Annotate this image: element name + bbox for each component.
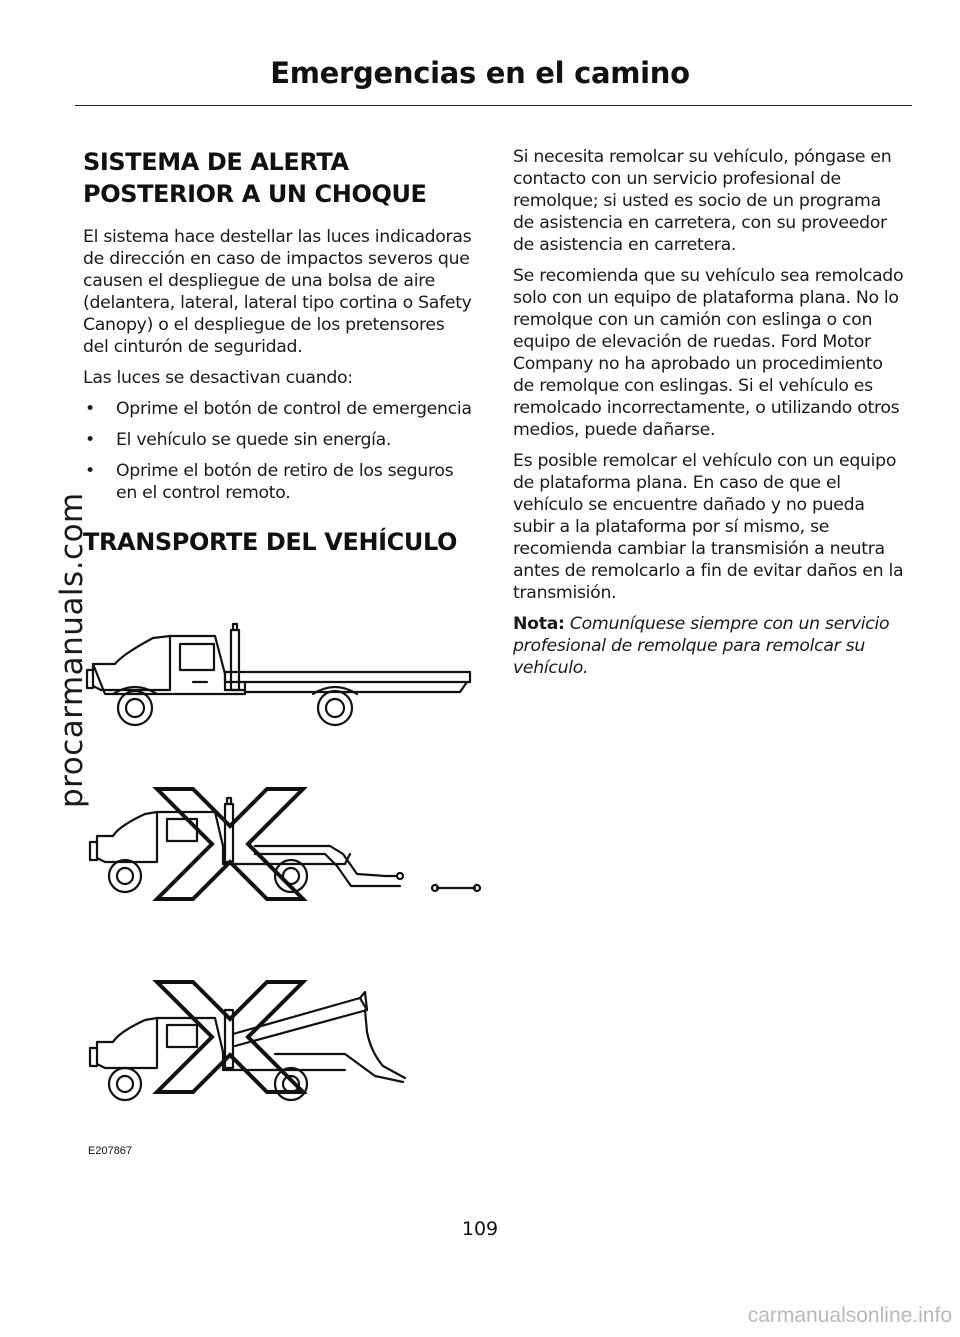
header-divider [75,105,912,106]
sling-truck-icon [90,798,480,892]
section-title: Emergencias en el camino [270,56,690,90]
note [513,613,905,679]
note-label: Nota: [513,614,565,634]
flatbed-truck-icon [87,624,470,725]
lights-off-list [83,398,475,504]
towing-neutral-paragraph: Es posible remolcar el vehículo con un equipo de plataforma plana. En caso de que el vehículo se encuentre dañado y no pueda subir a la plataforma por sí mismo, se recomienda cambiar la transmisión a neutra antes de remolcarlo a fin de evitar daños en la transmisión. [513,451,904,603]
hook-truck-icon [90,992,405,1100]
left-column [83,146,475,558]
page-number: 109 [461,1218,499,1240]
bullet-glyph: • [85,399,95,419]
towing-recommendation-paragraph: Se recomienda que su vehículo sea remolcado solo con un equipo de plataforma plana. No lo remolque con un camión con eslinga o con equipo de elevación de ruedas. Ford Motor Company no ha aprobado un procedimiento de remolque con eslingas. Si el vehículo es remolcado incorrectamente, o utilizando otros medios, puede dañarse. [513,266,904,440]
right-column [513,146,905,688]
towing-contact-paragraph: Si necesita remolcar su vehículo, póngase en contacto con un servicio profesional de remolque; si usted es socio de un programa de asistencia en carretera, con su proveedor de asistencia en carretera. [513,147,892,255]
list-item: • Oprime el botón de retiro de los seguros en el control remoto. [85,461,454,503]
towing-illustration [75,614,490,1164]
heading-alert-system: SISTEMA DE ALERTA POSTERIOR A UN CHOQUE [83,148,427,208]
list-item: • El vehículo se quede sin energía. [85,430,392,450]
heading-vehicle-transport: TRANSPORTE DEL VEHÍCULO [83,528,458,556]
note-text: Comuníquese siempre con un servicio profesional de remolque para remolcar su vehículo. [513,614,890,678]
bullet-glyph: • [85,461,95,481]
list-item: • Oprime el botón de control de emergencia [85,399,472,419]
bullet-glyph: • [85,430,95,450]
side-watermark: procarmanuals.com [54,492,90,808]
bottom-watermark: carmanualsonline.info [747,1304,952,1327]
alert-description: El sistema hace destellar las luces indicadoras de dirección en caso de impactos severos que causen el despliegue de una bolsa de aire (delantera, lateral, lateral tipo cortina o Safety Canopy) o el despliegue de los pretensores del cinturón de seguridad. [83,227,472,357]
figure-id: E207867 [88,1145,133,1157]
lights-off-intro: Las luces se desactivan cuando: [83,368,353,388]
